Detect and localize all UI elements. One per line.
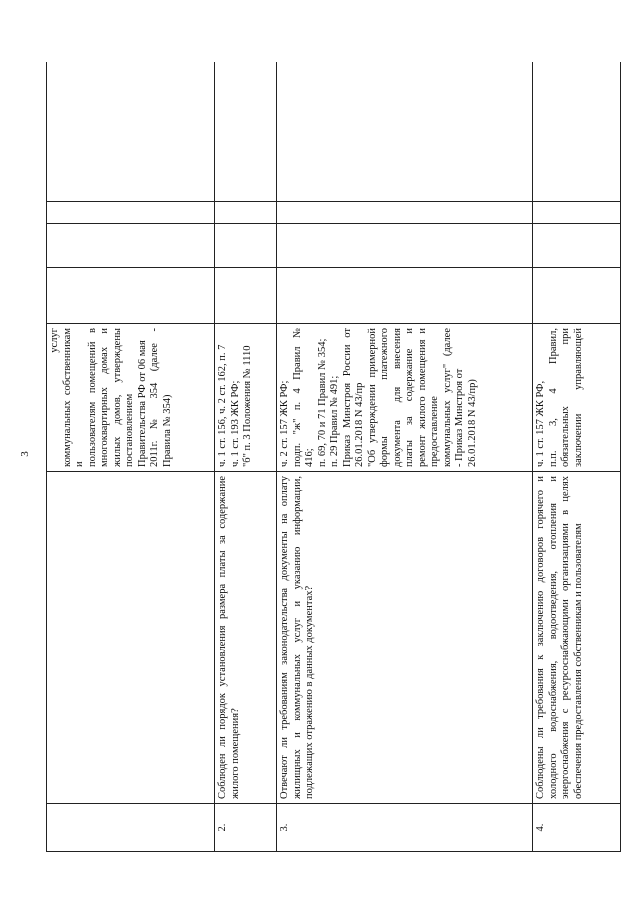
- law-line: п. 29 Правил № 491;: [329, 375, 340, 467]
- law-line: постановлением: [124, 393, 135, 467]
- empty-cell: [215, 202, 277, 224]
- row-number: 4.: [533, 804, 621, 852]
- empty-cell: [533, 62, 621, 202]
- row-legal-basis: [277, 324, 533, 472]
- table-row: [215, 62, 277, 852]
- row-question: [47, 472, 215, 804]
- law-line: пользователям помещений в: [86, 328, 98, 467]
- empty-cell: [533, 268, 621, 324]
- law-line: документа для внесения: [391, 328, 403, 467]
- law-line: заключении управляющей: [572, 328, 584, 467]
- law-line: Правительства РФ от 06 мая: [136, 340, 148, 467]
- law-line: - Приказ Минстроя от: [454, 368, 465, 467]
- row-legal-basis: [215, 324, 277, 472]
- table-row: [533, 62, 621, 852]
- law-line: подп. "ж" п. 4 Правил №: [291, 328, 303, 467]
- empty-cell: [215, 62, 277, 202]
- law-line: 26.01.2018 N 43/пр): [466, 379, 478, 467]
- law-line: "б" п. 3 Положения № 1110: [242, 345, 253, 467]
- law-line: предоставление: [429, 396, 440, 467]
- law-line: 416;: [304, 448, 315, 467]
- empty-cell: [277, 62, 533, 202]
- law-line: коммунальных услуг" (далее: [441, 328, 453, 467]
- table-row: [47, 62, 215, 852]
- law-line: ч. 1 ст. 193 ЖК РФ;: [229, 380, 241, 467]
- empty-cell: [47, 268, 215, 324]
- empty-cell: [277, 268, 533, 324]
- empty-cell: [277, 202, 533, 224]
- law-line: ч. 1 ст. 156, ч. 2 ст. 162, п. 7: [217, 344, 228, 467]
- row-number: 2.: [215, 804, 277, 852]
- inspection-checklist-table: [46, 62, 621, 852]
- law-line: Приказ Минстроя России от: [341, 328, 353, 467]
- empty-cell: [47, 62, 215, 202]
- law-line: коммунальных собственникам и: [61, 328, 85, 467]
- law-line: формы платежного: [379, 328, 390, 467]
- law-line: ч. 1 ст. 157 ЖК РФ,: [535, 380, 546, 467]
- row-question: Соблюден ли порядок установления размера платы за содержание жилого помещения?: [215, 472, 277, 804]
- law-line: ч. 2 ст. 157 ЖК РФ;: [279, 380, 290, 467]
- page-number: 3: [18, 451, 31, 457]
- empty-cell: [533, 224, 621, 268]
- law-line: многоквартирных домах и: [99, 328, 110, 467]
- row-number: [47, 804, 215, 852]
- table-row: [277, 62, 533, 852]
- law-line: жилых домов, утверждены: [111, 328, 123, 467]
- empty-cell: [277, 224, 533, 268]
- law-line: п.п. 3, 4 Правил,: [547, 328, 559, 467]
- row-legal-basis: [533, 324, 621, 472]
- empty-cell: [533, 202, 621, 224]
- empty-cell: [215, 268, 277, 324]
- law-line: "Об утверждении примерной: [366, 328, 378, 467]
- row-question: Отвечают ли требованиям законодательства документы на оплату жилищных и коммунальных услуг и указанию информации, подлежащих отражению в данных документах?: [277, 472, 533, 804]
- row-legal-basis: [47, 324, 215, 472]
- law-line: 26.01.2018 N 43/пр: [354, 382, 365, 467]
- empty-cell: [47, 224, 215, 268]
- law-line: ремонт жилого помещения и: [416, 328, 428, 467]
- row-question: Соблюдены ли требования к заключению договоров горячего и холодного водоснабжения, водоотведения, отопления и энергоснабжения с ресурсоснабжающими организациями в целях обеспечения предоставления собственникам и пользователям: [533, 472, 621, 804]
- law-line: платы за содержание и: [404, 328, 415, 467]
- empty-cell: [215, 224, 277, 268]
- row-number: 3.: [277, 804, 533, 852]
- law-line: 2011г. № 354 (далее -: [149, 328, 160, 467]
- law-line: обязательных при: [560, 328, 571, 467]
- law-line: услуг: [49, 328, 60, 353]
- empty-cell: [47, 202, 215, 224]
- law-line: Правила № 354): [161, 394, 173, 467]
- document-table-rotated: [46, 62, 621, 852]
- law-line: п. 69, 70 и 71 Правил № 354;: [316, 338, 328, 467]
